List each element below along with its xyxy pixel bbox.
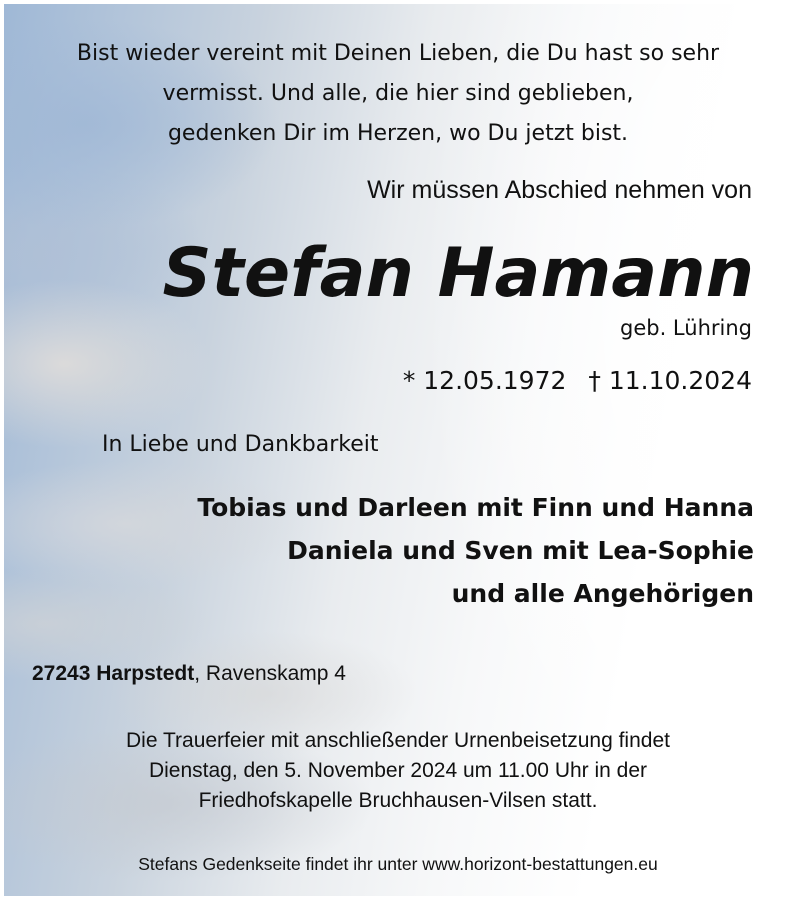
- poem-line: gedenken Dir im Herzen, wo Du jetzt bist.: [167, 121, 629, 146]
- thanks-line: In Liebe und Dankbarkeit: [102, 432, 379, 457]
- life-dates: [403, 366, 752, 395]
- address-street: , Ravenskamp 4: [194, 662, 346, 685]
- family-signatures: [197, 486, 754, 615]
- ceremony-line: Friedhofskapelle Bruchhausen-Vilsen statt.: [198, 789, 598, 812]
- family-line: und alle Angehörigen: [451, 579, 754, 608]
- poem-line: Bist wieder vereint mit Deinen Lieben, die Du hast so sehr: [76, 41, 720, 66]
- farewell-intro: Wir müssen Abschied nehmen von: [367, 176, 752, 204]
- memorial-page-note: Stefans Gedenkseite findet ihr unter www.horizont-bestattungen.eu: [138, 854, 658, 874]
- ceremony-line: Die Trauerfeier mit anschließender Urnenbeisetzung findet: [126, 729, 670, 752]
- address-postal-city: 27243 Harpstedt: [32, 662, 195, 685]
- ceremony-line: Dienstag, den 5. November 2024 um 11.00 Uhr in der: [148, 759, 648, 782]
- deceased-name: Stefan Hamann: [162, 234, 754, 313]
- poem-line: vermisst. Und alle, die hier sind geblieben,: [162, 81, 634, 106]
- birth-date: * 12.05.1972: [402, 366, 567, 395]
- memorial-poem: [4, 34, 792, 154]
- obituary-notice: [4, 4, 792, 896]
- funeral-details: [4, 726, 792, 816]
- birth-name: geb. Lühring: [620, 316, 752, 340]
- death-date: † 11.10.2024: [588, 366, 752, 395]
- family-address: [32, 662, 346, 686]
- family-line: Tobias und Darleen mit Finn und Hanna: [197, 493, 754, 522]
- family-line: Daniela und Sven mit Lea-Sophie: [287, 536, 754, 565]
